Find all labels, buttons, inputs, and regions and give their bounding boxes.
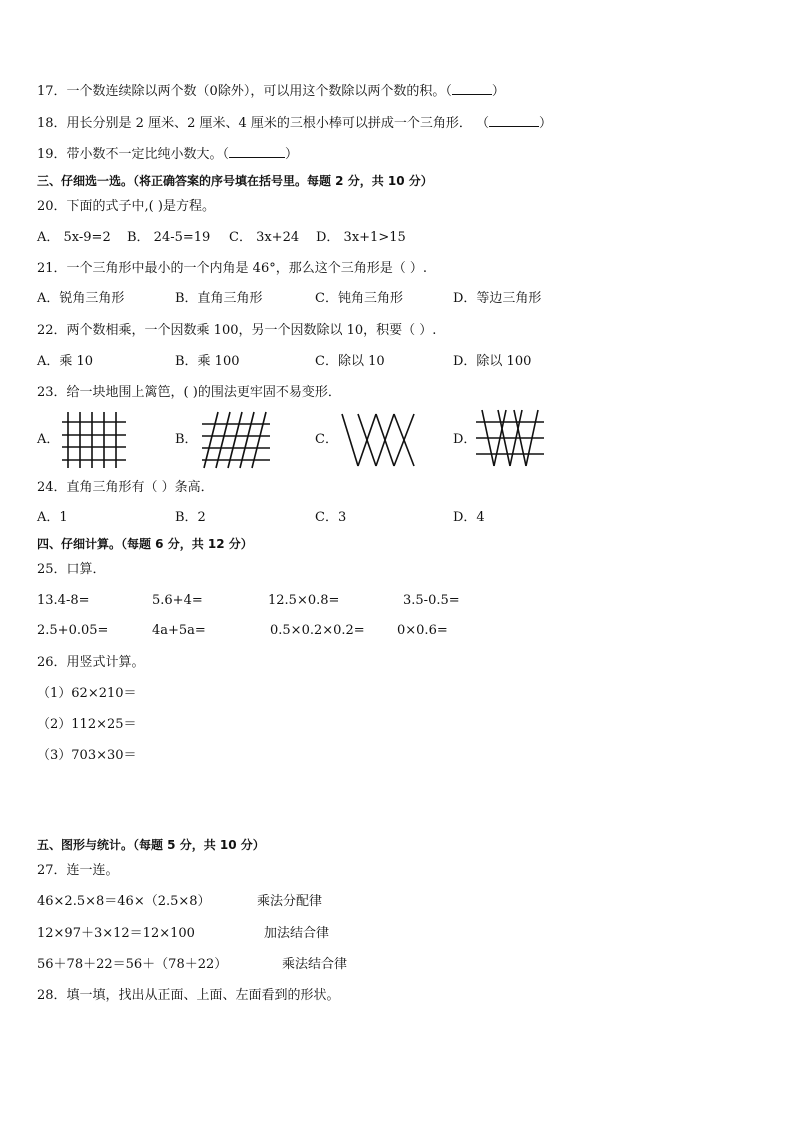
question-18-text: 18．用长分别是 2 厘米、2 厘米、4 厘米的三根小棒可以拼成一个三角形． （	[37, 116, 490, 131]
oral-calc-item[interactable]: 3.5-0.5=	[403, 593, 460, 608]
q21-option-d[interactable]: D．等边三角形	[453, 291, 542, 306]
q22-option-d[interactable]: D．除以 100	[453, 354, 532, 369]
answer-blank-19[interactable]	[229, 145, 285, 158]
q23-option-d[interactable]: D．	[453, 432, 477, 447]
question-17	[37, 82, 505, 101]
oral-calc-item[interactable]: 2.5+0.05=	[37, 623, 109, 638]
question-17-text: 17．一个数连续除以两个数（0除外），可以用这个数除以两个数的积。（	[37, 84, 452, 99]
q23-option-a[interactable]: A．	[37, 432, 60, 447]
question-19-text: 19．带小数不一定比纯小数大。（	[37, 147, 230, 162]
section-3-heading: 三、仔细选一选。（将正确答案的序号填在括号里。每题 2 分，共 10 分）	[37, 174, 433, 188]
q24-option-b[interactable]: B．2	[175, 510, 206, 525]
q22-option-b[interactable]: B．乘 100	[175, 354, 240, 369]
q23-option-c[interactable]: C．	[315, 432, 338, 447]
question-19-close: ）	[285, 147, 299, 162]
connect-right-item[interactable]: 乘法分配律	[257, 894, 323, 909]
connect-left-item[interactable]: 12×97＋3×12＝12×100	[37, 926, 195, 941]
q22-option-a[interactable]: A．乘 10	[37, 354, 94, 369]
oral-calc-item[interactable]: 13.4-8=	[37, 593, 90, 608]
oral-calc-item[interactable]: 0.5×0.2×0.2=	[270, 623, 365, 638]
q21-option-c[interactable]: C．钝角三角形	[315, 291, 403, 306]
q24-option-d[interactable]: D．4	[453, 510, 485, 525]
question-24-stem: 24．直角三角形有（ ）条高．	[37, 480, 214, 495]
vertical-calc-item[interactable]: （1）62×210＝	[37, 686, 137, 701]
question-20-stem: 20．下面的式子中,( )是方程。	[37, 199, 215, 214]
q20-option-a[interactable]: A． 5x-9=2	[37, 230, 111, 245]
oral-calc-item[interactable]: 0×0.6=	[397, 623, 448, 638]
q20-option-d[interactable]: D． 3x+1>15	[316, 230, 406, 245]
question-27-stem: 27．连一连。	[37, 863, 119, 878]
q24-option-c[interactable]: C．3	[315, 510, 347, 525]
q20-option-b[interactable]: B． 24-5=19	[127, 230, 211, 245]
question-21-stem: 21．一个三角形中最小的一个内角是 46°，那么这个三角形是（ ）.	[37, 261, 427, 276]
connect-left-item[interactable]: 56＋78＋22＝56＋（78＋22）	[37, 957, 228, 972]
triangle-lattice-fence-figure	[474, 406, 546, 470]
q21-option-a[interactable]: A．锐角三角形	[37, 291, 125, 306]
question-22-stem: 22．两个数相乘，一个因数乘 100，另一个因数除以 10，积要（ ）.	[37, 323, 437, 338]
oral-calc-item[interactable]: 5.6+4=	[152, 593, 203, 608]
oral-calc-item[interactable]: 4a+5a=	[152, 623, 206, 638]
vertical-calc-item[interactable]: （2）112×25＝	[37, 717, 137, 732]
question-18	[37, 114, 552, 133]
connect-left-item[interactable]: 46×2.5×8＝46×（2.5×8）	[37, 894, 211, 909]
answer-blank-17[interactable]	[452, 82, 492, 95]
q22-option-c[interactable]: C．除以 10	[315, 354, 385, 369]
question-23-stem: 23．给一块地围上篱笆，( )的围法更牢固不易变形．	[37, 385, 341, 400]
answer-blank-18[interactable]	[489, 114, 539, 127]
q21-option-b[interactable]: B．直角三角形	[175, 291, 263, 306]
connect-right-item[interactable]: 加法结合律	[264, 926, 330, 941]
crisscross-fence-figure	[338, 410, 420, 470]
vertical-calc-item[interactable]: （3）703×30＝	[37, 748, 137, 763]
q23-option-b[interactable]: B．	[175, 432, 198, 447]
question-18-close: ）	[539, 116, 553, 131]
question-26-stem: 26．用竖式计算。	[37, 655, 145, 670]
square-grid-fence-figure	[60, 410, 128, 470]
slanted-grid-fence-figure	[198, 410, 272, 470]
oral-calc-item[interactable]: 12.5×0.8=	[268, 593, 340, 608]
connect-right-item[interactable]: 乘法结合律	[282, 957, 348, 972]
q24-option-a[interactable]: A．1	[37, 510, 68, 525]
question-19	[37, 145, 298, 164]
question-28-stem: 28．填一填，找出从正面、上面、左面看到的形状。	[37, 988, 340, 1003]
question-17-close: ）	[491, 84, 505, 99]
section-4-heading: 四、仔细计算。（每题 6 分，共 12 分）	[37, 537, 253, 551]
q20-option-c[interactable]: C． 3x+24	[229, 230, 300, 245]
question-25-stem: 25．口算．	[37, 562, 106, 577]
section-5-heading: 五、图形与统计。（每题 5 分，共 10 分）	[37, 838, 265, 852]
